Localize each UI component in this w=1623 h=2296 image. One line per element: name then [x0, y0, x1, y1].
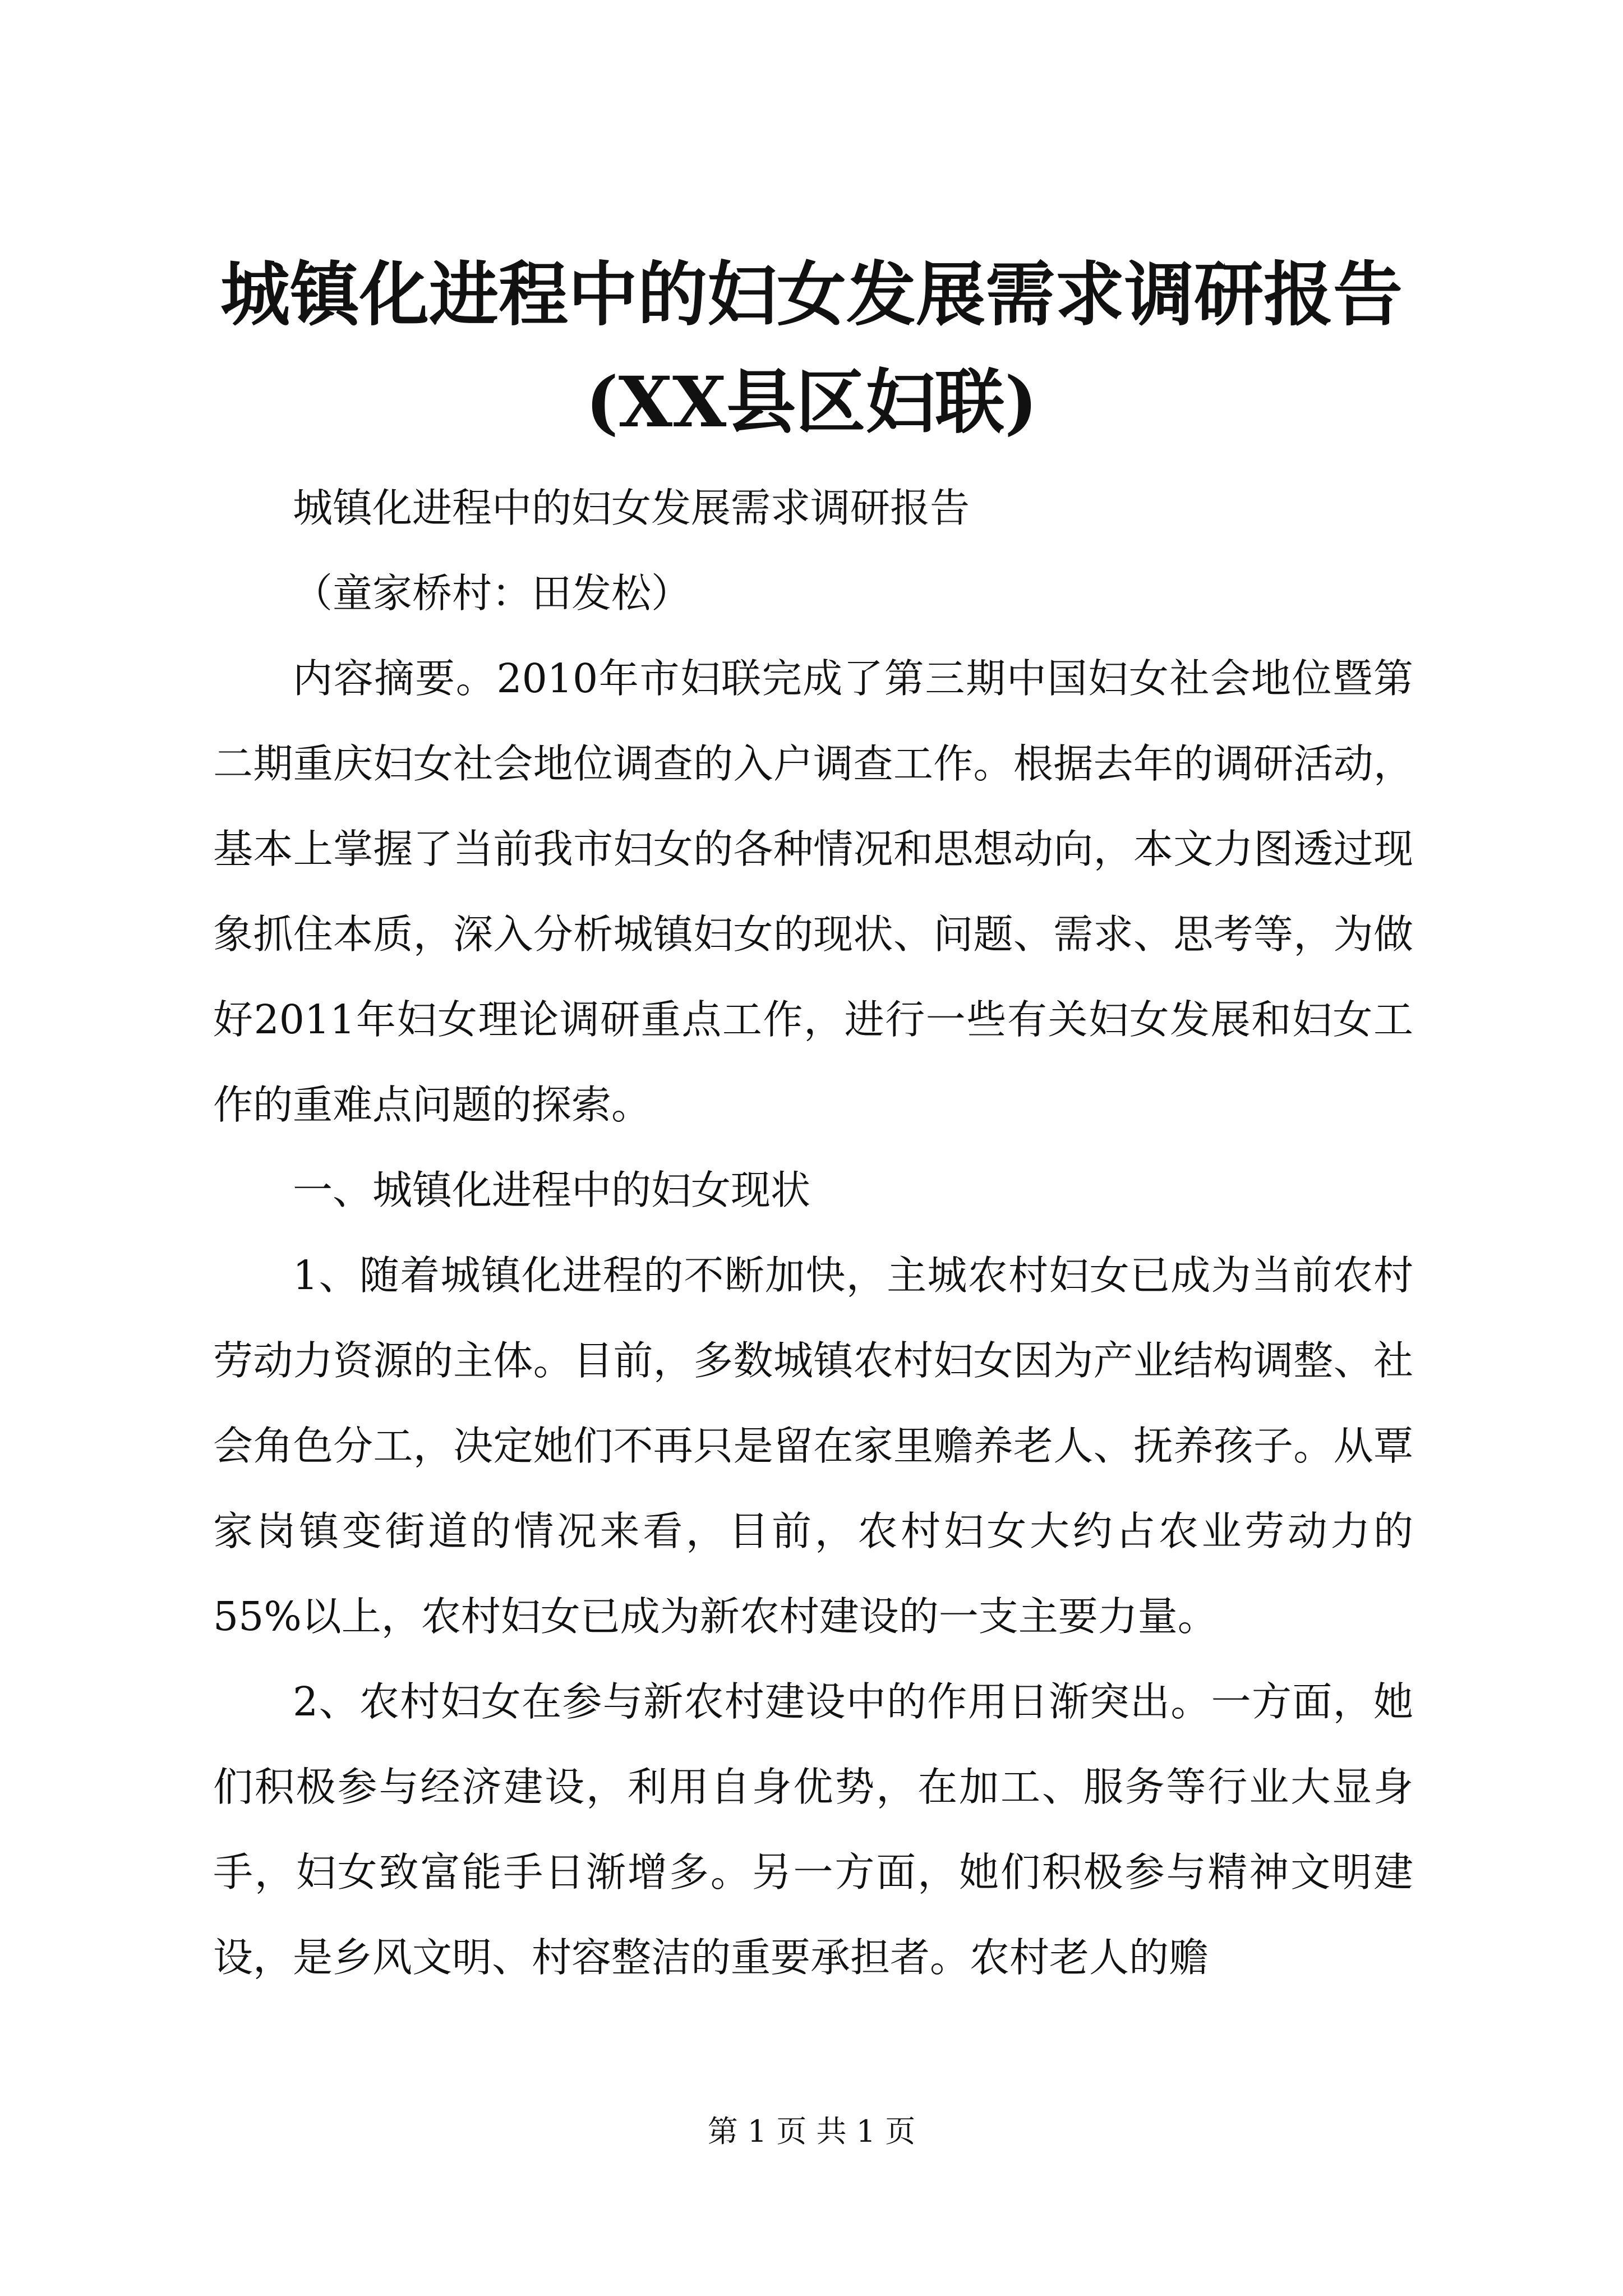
page-footer: 第 1 页 共 1 页 — [707, 2114, 916, 2149]
subtitle-paragraph: 城镇化进程中的妇女发展需求调研报告 — [293, 485, 970, 531]
document-title: 城镇化进程中的妇女发展需求调研报告(XX县区妇联) — [220, 254, 1403, 443]
body-paragraph: 1、随着城镇化进程的不断加快，主城农村妇女已成为当前农村劳动力资源的主体。目前，多数城镇农村妇女因为产业结构调整、社会角色分工，决定她们不再只是留在家里赡养老人、抚养孩子。从覃家岗镇变街道的情况来看，目前，农村妇女大约占农业劳动力的55%以上，农村妇女已成为新农村建设的一支主要力量。 — [213, 1252, 1413, 1640]
section-heading: 一、城镇化进程中的妇女现状 — [293, 1167, 811, 1213]
author-paragraph: （童家桥村：田发松） — [293, 570, 691, 616]
body-paragraph: 2、农村妇女在参与新农村建设中的作用日渐突出。一方面，她们积极参与经济建设，利用自身优势，在加工、服务等行业大显身手，妇女致富能手日渐增多。另一方面，她们积极参与精神文明建设，是乡风文明、村容整洁的重要承担者。农村老人的赡 — [213, 1678, 1413, 1981]
document-body — [213, 466, 1413, 2000]
abstract-paragraph: 内容摘要。2010年市妇联完成了第三期中国妇女社会地位暨第二期重庆妇女社会地位调查的入户调查工作。根据去年的调研活动，基本上掌握了当前我市妇女的各种情况和思想动向，本文力图透过现象抓住本质，深入分析城镇妇女的现状、问题、需求、思考等，为做好2011年妇女理论调研重点工作，进行一些有关妇女发展和妇女工作的重难点问题的探索。 — [213, 655, 1413, 1128]
